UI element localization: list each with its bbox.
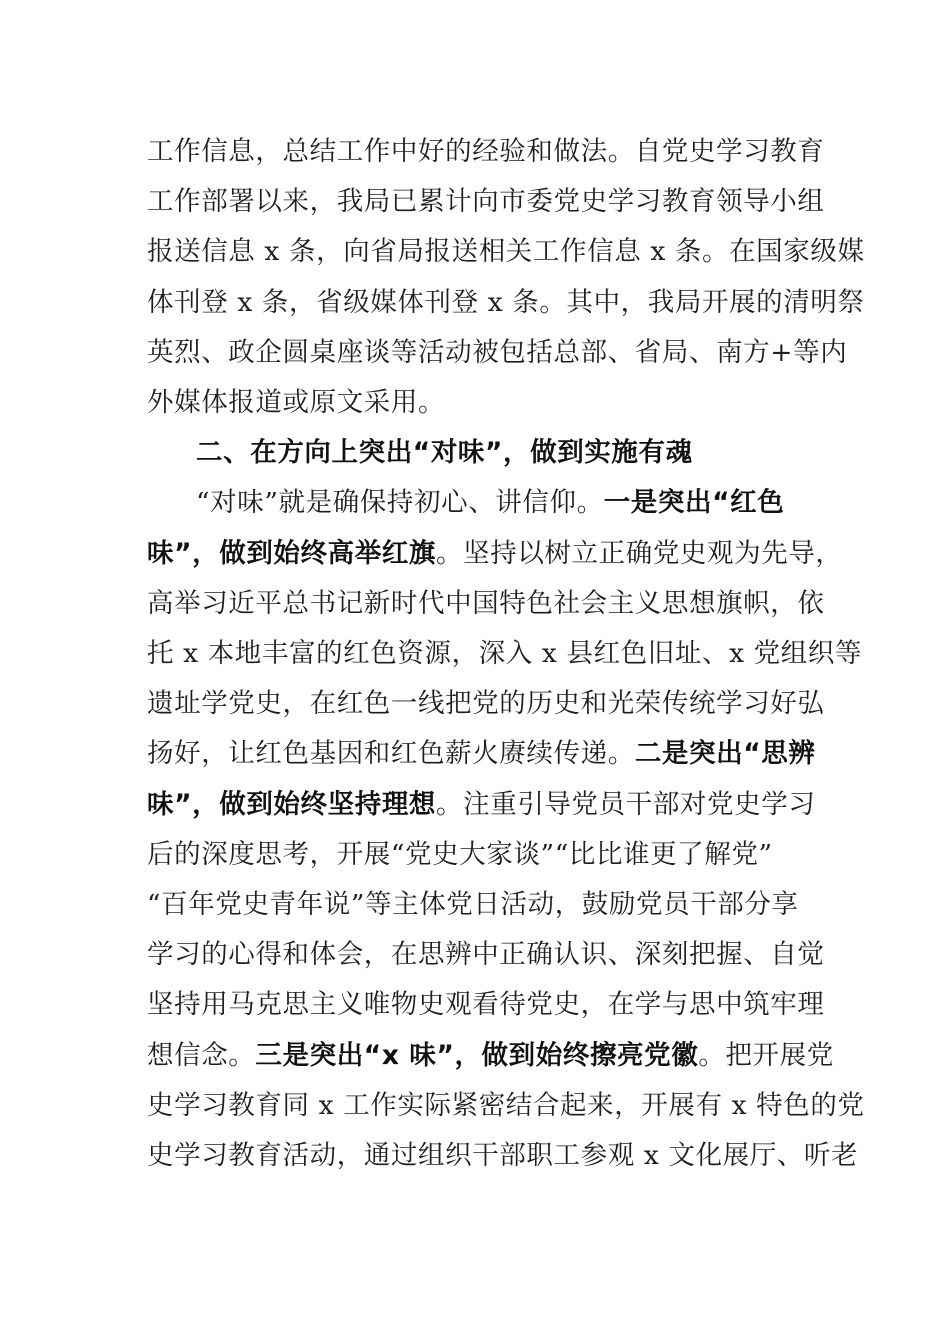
text-segment: 。把开展党: [698, 1039, 834, 1071]
text-segment: 后的深度思考，开展“党史大家谈”“比比谁更了解党”: [147, 838, 773, 870]
text-segment: 。注重引导党员干部对党史学习: [436, 788, 816, 820]
text-segment: 报送信息 x 条，向省局报送相关工作信息 x 条。在国家级媒: [147, 236, 865, 268]
text-line: [147, 885, 807, 925]
text-segment: 。坚持以树立正确党史观为先导，: [436, 537, 843, 569]
text-segment: 英烈、政企圆桌座谈等活动被包括总部、省局、南方+等内: [147, 336, 848, 368]
text-line: [147, 232, 865, 272]
text-segment: 工作部署以来，我局已累计向市委党史学习教育领导小组: [147, 186, 825, 218]
bold-text-segment: 三是突出“x 味”，做到始终擦亮党徽: [255, 1039, 699, 1071]
text-line: [147, 684, 825, 724]
text-line: [147, 785, 816, 825]
text-segment: 体刊登 x 条，省级媒体刊登 x 条。其中，我局开展的清明祭: [147, 286, 865, 318]
text-line: [196, 483, 807, 523]
text-segment: 史学习教育同 x 工作实际紧密结合起来，开展有 x 特色的党: [147, 1089, 865, 1121]
bold-text-segment: 二是突出“思辨: [634, 738, 816, 770]
text-segment: 托 x 本地丰富的红色资源，深入 x 县红色旧址、x 党组织等: [147, 638, 863, 669]
bold-text-segment: 一是突出“红色: [603, 487, 785, 519]
bold-text-segment: 味”，做到始终坚持理想: [147, 788, 437, 820]
text-line: [147, 283, 865, 323]
text-line: [147, 1036, 834, 1076]
text-line: [147, 835, 807, 875]
text-line: [147, 935, 825, 975]
text-segment: “百年党史青年说”等主体党日活动，鼓励党员干部分享: [147, 889, 799, 920]
text-segment: 工作信息，总结工作中好的经验和做法。自党史学习教育: [147, 136, 825, 167]
text-line: [147, 985, 825, 1025]
text-segment: 坚持用马克思主义唯物史观看待党史，在学与思中筑牢理: [147, 989, 825, 1021]
text-line: [147, 1086, 865, 1126]
text-segment: 外媒体报道或原文采用。: [147, 387, 446, 418]
text-line: [147, 634, 863, 674]
bold-text-segment: 味”，做到始终高举红旗: [147, 537, 437, 569]
text-segment: 史学习教育活动，通过组织干部职工参观 x 文化展厅、听老: [147, 1140, 859, 1171]
text-segment: 遗址学党史，在红色一线把党的历史和光荣传统学习好弘: [147, 688, 825, 720]
text-line: [147, 584, 825, 624]
text-line: [147, 1136, 859, 1176]
text-segment: 想信念。: [147, 1039, 256, 1071]
text-segment: “对味”就是确保持初心、讲信仰。: [196, 487, 604, 519]
text-line: [147, 182, 825, 222]
text-line: [147, 734, 816, 774]
section-heading: [196, 433, 807, 473]
bold-text-segment: 二、在方向上突出“对味”，做到实施有魂: [196, 437, 693, 469]
text-line: [147, 132, 825, 172]
text-line: [147, 383, 807, 423]
text-line: [147, 534, 843, 574]
text-segment: 学习的心得和体会，在思辨中正确认识、深刻把握、自觉: [147, 939, 825, 971]
text-segment: 扬好，让红色基因和红色薪火赓续传递。: [147, 738, 635, 770]
text-segment: 高举习近平总书记新时代中国特色社会主义思想旗帜，依: [147, 587, 825, 619]
text-line: [147, 333, 848, 373]
